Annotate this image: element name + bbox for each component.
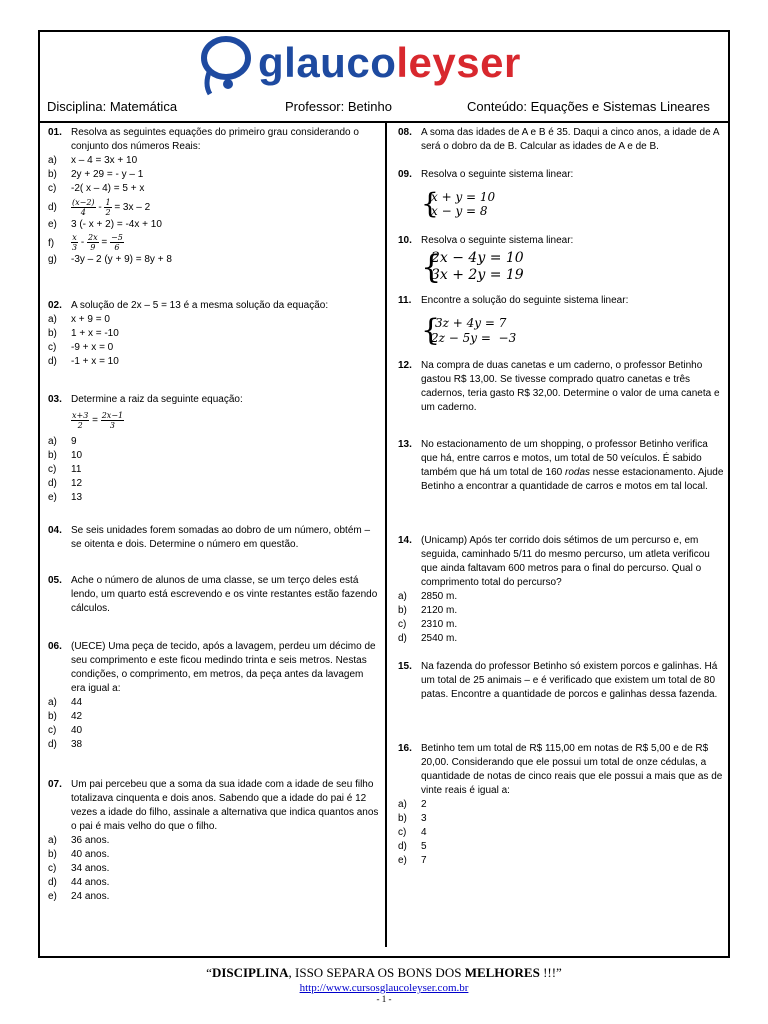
option-label: a) [48, 697, 57, 708]
question-number: 04. [48, 525, 62, 536]
option-label: d) [48, 877, 57, 888]
option-text: 3 (- x + 2) = -4x + 10 [71, 219, 162, 230]
option-label: c) [48, 183, 57, 194]
option-text: 2y + 29 = - y – 1 [71, 169, 144, 180]
motto-bold-2: MELHORES [464, 965, 540, 980]
question-09 [398, 168, 724, 220]
question-text: Determine a raiz da seguinte equação: [71, 394, 243, 405]
question-06 [48, 640, 380, 752]
option-label: b) [398, 605, 407, 616]
option-text: x – 4 = 3x + 10 [71, 155, 138, 166]
question-number: 13. [398, 439, 412, 450]
option-d [48, 876, 380, 890]
discipline-label: Disciplina: Matemática [47, 99, 178, 114]
denominator: 9 [90, 243, 96, 252]
option-c [398, 618, 724, 632]
question-number: 05. [48, 575, 62, 586]
option-label: a) [48, 436, 57, 447]
option-text: 34 anos. [71, 863, 110, 874]
option-c [48, 862, 380, 876]
option-text: -2( x – 4) = 5 + x [71, 183, 145, 194]
content-label: Conteúdo: Equações e Sistemas Lineares [467, 99, 710, 114]
option-label: d) [48, 202, 57, 213]
option-text: = 3x – 2 [114, 202, 151, 214]
option-label: c) [48, 863, 57, 874]
option-text: 24 anos. [71, 891, 110, 902]
question-03 [48, 393, 380, 505]
fraction [71, 198, 96, 217]
option-label: b) [48, 169, 57, 180]
option-label: d) [48, 739, 57, 750]
linear-system [421, 313, 724, 348]
question-number: 02. [48, 300, 62, 311]
question-number: 08. [398, 127, 412, 138]
option-b [48, 327, 380, 341]
option-label: d) [398, 633, 407, 644]
question-text: Encontre a solução do seguinte sistema linear: [421, 295, 629, 306]
logo-text-red: leyser [396, 39, 521, 86]
question-01 [48, 126, 380, 267]
numerator: 2x−1 [101, 411, 124, 420]
document-header [47, 97, 723, 117]
question-text [421, 438, 724, 494]
denominator: 6 [114, 243, 120, 252]
option-b [398, 812, 724, 826]
option-text: 36 anos. [71, 835, 110, 846]
question-text: Na compra de duas canetas e um caderno, o professor Betinho gastou R$ 13,00. Se tivesse comprado quatro canetas e três cadernos, teria gasto R$ 32,00. Determine o valor de uma caneta e um caderno. [421, 360, 720, 413]
question-text: (Unicamp) Após ter corrido dois sétimos de um percurso e, em seguida, caminhado 5/11 do mesmo percurso, um atleta verificou que ainda faltavam 600 metros para o final do percurso. Qual o comprimento total do percurso? [421, 535, 710, 588]
text-part: No estacionamento de um shopping, o professor Betinho verifica que há, entre carros e motos, um total de 50 veículos. É sabido também que há um total de 160 [421, 439, 708, 478]
option-d [398, 840, 724, 854]
option-text: -3y – 2 (y + 9) = 8y + 8 [71, 254, 172, 265]
option-text: 13 [71, 492, 83, 503]
option-label: b) [48, 849, 57, 860]
option-text: 42 [71, 711, 83, 722]
option-e [398, 854, 724, 868]
option-c [48, 724, 380, 738]
option-c [48, 182, 380, 196]
option-e [48, 890, 380, 904]
option-b [48, 449, 380, 463]
question-text: (UECE) Uma peça de tecido, após a lavagem, perdeu um décimo de seu comprimento e este ficou medindo trinta e seis metros. Nestas condições, o comprimento, em metros, da peça antes da lavagem era igual a: [71, 641, 376, 694]
question-13 [398, 438, 724, 494]
denominator: 2 [105, 208, 111, 217]
professor-label: Professor: Betinho [285, 99, 392, 114]
question-number: 10. [398, 235, 412, 246]
option-text: 1 + x = -10 [71, 328, 119, 339]
option-label: b) [398, 813, 407, 824]
quote-open: “ [206, 965, 212, 980]
denominator: 3 [72, 243, 78, 252]
header-divider [40, 121, 728, 123]
equation-1: 3z + 4y = 7 [435, 316, 507, 330]
option-d [48, 738, 380, 752]
option-b [48, 168, 380, 182]
option-label: g) [48, 254, 57, 265]
text-italic: rodas [564, 467, 590, 478]
logo-text-blue: glauco [258, 39, 397, 86]
option-label: a) [48, 155, 57, 166]
question-05 [48, 574, 380, 616]
option-d [48, 477, 380, 491]
option-e [48, 491, 380, 505]
option-text: 2310 m. [421, 619, 458, 630]
fraction [71, 411, 89, 430]
question-07 [48, 778, 380, 904]
question-text: Um pai percebeu que a soma da sua idade com a idade de seu filho totalizava cinquenta e dois anos. Sabendo que a idade do pai é 12 vezes a idade do filho, assinale a alternativa que indica quantos anos o pai é mais velho do que o filho. [71, 779, 379, 832]
equation-2: 3x + 2y = 19 [431, 267, 524, 283]
option-text: x + 9 = 0 [71, 314, 110, 325]
linear-system [421, 187, 724, 220]
linear-system [421, 250, 724, 284]
option-a [48, 154, 380, 168]
option-label: a) [48, 835, 57, 846]
option-e [48, 218, 380, 232]
fraction [71, 233, 78, 252]
option-text: 44 [71, 697, 83, 708]
option-text: 3 [421, 813, 427, 824]
question-15 [398, 660, 724, 702]
question-text: Se seis unidades forem somadas ao dobro de um número, obtém – se oitenta e dois. Determine o número em questão. [71, 525, 371, 550]
question-number: 07. [48, 779, 62, 790]
option-label: f) [48, 238, 55, 249]
option-label: c) [48, 725, 57, 736]
option-g [48, 253, 380, 267]
numerator: x+3 [72, 411, 89, 420]
numerator: −5 [111, 233, 123, 242]
footer-link-row [0, 982, 768, 994]
numerator: 2x [87, 233, 98, 242]
question-number: 14. [398, 535, 412, 546]
question-14 [398, 534, 724, 646]
option-c [48, 341, 380, 355]
option-a [48, 696, 380, 710]
option-text: -9 + x = 0 [71, 342, 114, 353]
denominator: 2 [77, 421, 83, 430]
question-number: 09. [398, 169, 412, 180]
question-08 [398, 126, 724, 154]
option-label: e) [398, 855, 407, 866]
footer-motto [0, 965, 768, 981]
option-d [398, 632, 724, 646]
option-text: 2540 m. [421, 633, 458, 644]
option-label: c) [48, 342, 57, 353]
question-text: Resolva as seguintes equações do primeiro grau considerando o conjunto dos números Reais: [71, 127, 359, 152]
option-text: 2120 m. [421, 605, 458, 616]
option-label: d) [398, 841, 407, 852]
option-label: d) [48, 356, 57, 367]
question-text: Resolva o seguinte sistema linear: [421, 169, 574, 180]
column-divider [385, 121, 387, 947]
option-label: a) [48, 314, 57, 325]
option-text: 40 [71, 725, 83, 736]
question-number: 03. [48, 394, 62, 405]
option-text: 10 [71, 450, 83, 461]
option-a [398, 798, 724, 812]
option-label: a) [398, 799, 407, 810]
option-label: e) [48, 219, 57, 230]
question-11 [398, 294, 724, 348]
equation-2: x − y = 8 [431, 204, 488, 218]
question-text: Na fazenda do professor Betinho só existem porcos e galinhas. Há um total de 25 animais – e é verificado que existem um total de 80 patas. Encontre a quantidade de porcos e galinhas dessa fazenda. [421, 661, 718, 700]
option-label: c) [398, 827, 407, 838]
motto-end: !!!” [539, 965, 562, 980]
denominator: 3 [109, 421, 115, 430]
option-text: 38 [71, 739, 83, 750]
website-link[interactable]: http://www.cursosglaucoleyser.com.br [299, 982, 469, 994]
motto-bold-1: DISCIPLINA [211, 965, 289, 980]
equation-2: 2z − 5y = −3 [431, 331, 517, 345]
question-04 [48, 524, 380, 552]
option-label: b) [48, 450, 57, 461]
fraction [87, 233, 99, 252]
question-text: Betinho tem um total de R$ 115,00 em notas de R$ 5,00 e de R$ 20,00. Considerando que ele possui um total de onze cédulas, a quantidade de notas de cinco reais que ele possui a mais que as de vinte reais é igual a: [421, 743, 723, 796]
equation-1: 2x − 4y = 10 [431, 250, 524, 266]
option-a [48, 834, 380, 848]
brace-icon: { [421, 187, 439, 220]
question-number: 11. [398, 295, 412, 306]
option-text: 7 [421, 855, 427, 866]
option-a [398, 590, 724, 604]
page-number: - 1 - [376, 994, 392, 1004]
brace-icon: { [421, 313, 441, 348]
option-label: e) [48, 891, 57, 902]
question-number: 01. [48, 127, 62, 138]
option-d: d) $\frac{(x-2)}{4}$ - $\frac{1}{2}$ = 3x – 2 [48, 198, 151, 217]
option-text: 44 anos. [71, 877, 110, 888]
fraction [104, 198, 111, 217]
option-label: b) [48, 711, 57, 722]
option-text: 5 [421, 841, 427, 852]
option-a [48, 435, 380, 449]
option-b [48, 848, 380, 862]
option-text: -1 + x = 10 [71, 356, 119, 367]
option-text: 12 [71, 478, 83, 489]
numerator: x [72, 233, 77, 242]
logo-text [258, 38, 521, 88]
numerator: 1 [105, 198, 111, 207]
question-text: Resolva o seguinte sistema linear: [421, 235, 574, 246]
option-label: c) [398, 619, 407, 630]
option-d [48, 355, 380, 369]
option-label: c) [48, 464, 57, 475]
question-number: 06. [48, 641, 62, 652]
numerator: (x−2) [72, 198, 95, 207]
option-label: e) [48, 492, 57, 503]
question-number: 12. [398, 360, 412, 371]
question-number: 16. [398, 743, 412, 754]
brace-icon: { [421, 248, 442, 286]
option-c [48, 463, 380, 477]
equation: $\frac{x+3}{2}$ = $\frac{2x-1}{3}$ [72, 411, 124, 430]
denominator: 4 [80, 208, 86, 217]
option-label: b) [48, 328, 57, 339]
option-label: a) [398, 591, 407, 602]
question-16 [398, 742, 724, 868]
equation-1: x + y = 10 [431, 190, 496, 204]
option-text: 2850 m. [421, 591, 458, 602]
question-text: Ache o número de alunos de uma classe, se um terço deles está lendo, um quarto está escrevendo e os vinte restantes estão fazendo cálculos. [71, 575, 378, 614]
option-f: f) $\frac{x}{3}$ - $\frac{2x}{9}$ = $\frac{-5}{6}$ [48, 233, 123, 252]
option-text: 9 [71, 436, 77, 447]
option-text: 4 [421, 827, 427, 838]
option-b [48, 710, 380, 724]
option-b [398, 604, 724, 618]
option-text: 2 [421, 799, 427, 810]
motto-middle: , ISSO SEPARA OS BONS DOS [288, 965, 465, 980]
question-10 [398, 234, 724, 284]
option-a [48, 313, 380, 327]
fraction [110, 233, 124, 252]
option-c [398, 826, 724, 840]
question-12 [398, 359, 724, 415]
option-label: d) [48, 478, 57, 489]
logo [198, 34, 588, 98]
fraction [101, 411, 124, 430]
text-part: nesse estacionamento. Ajude Betinho a encontrar a quantidade de carros e motos em tal local. [421, 467, 724, 492]
question-02 [48, 299, 380, 369]
question-number: 15. [398, 661, 412, 672]
option-text: 40 anos. [71, 849, 110, 860]
question-text: A solução de 2x – 5 = 13 é a mesma solução da equação: [71, 300, 329, 311]
option-text: 11 [71, 464, 82, 475]
question-text: A soma das idades de A e B é 35. Daqui a cinco anos, a idade de A será o dobro da de B. Calcular as idades de A e de B. [421, 127, 719, 152]
